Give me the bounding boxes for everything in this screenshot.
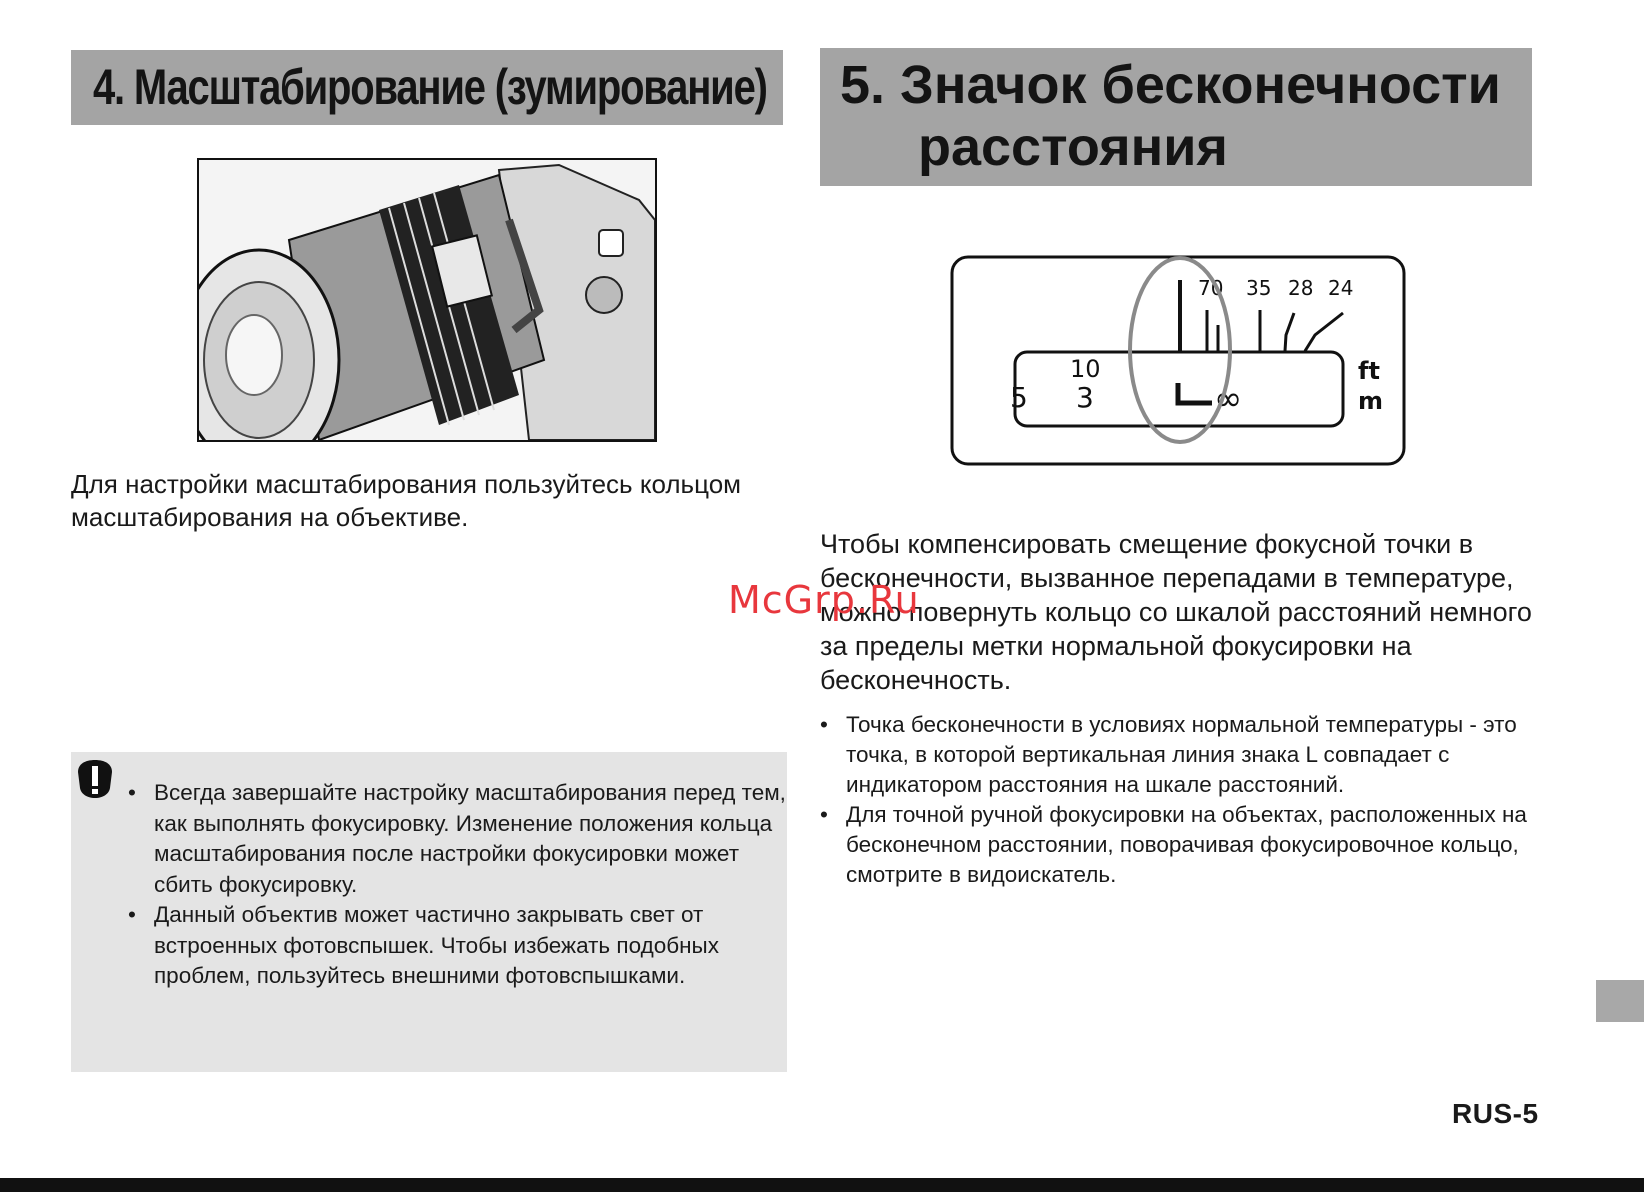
focal-label: 70	[1198, 276, 1224, 300]
zoom-lens-illustration	[197, 158, 657, 442]
zoom-instruction-text: Для настройки масштабирования пользуйтесь кольцом масштабирования на объективе.	[71, 469, 742, 532]
infinity-bullet: • Точка бесконечности в условиях нормальной температуры - это точка, в которой вертикальная линия знака L совпадает с индикатором расстояния на шкале расстояний.	[820, 710, 1550, 800]
watermark: McGrp.Ru	[728, 578, 920, 622]
unit-ft-label: ft	[1358, 357, 1380, 385]
section-5-heading: 5. Значок бесконечности расстояния	[820, 48, 1532, 186]
note-bullet-list	[128, 778, 788, 992]
focal-label: 24	[1328, 276, 1354, 300]
focal-label: 28	[1288, 276, 1314, 300]
note-bullet: • Всегда завершайте настройку масштабирования перед тем, как выполнять фокусировку. Изменение положения кольца масштабирования после настройки фокусировки может сбить фокусировку.	[128, 778, 788, 900]
scale-m-value: 3	[1076, 381, 1094, 414]
bottom-edge	[0, 1178, 1644, 1192]
infinity-scale-diagram	[950, 255, 1406, 466]
infinity-bullet: • Для точной ручной фокусировки на объектах, расположенных на бесконечном расстоянии, поворачивая фокусировочное кольцо, смотрите в видоискатель.	[820, 800, 1550, 890]
page-edge-tab	[1596, 980, 1644, 1022]
infinity-bullet-list	[820, 710, 1550, 890]
unit-m-label: m	[1358, 387, 1384, 415]
page-number: RUS-5	[1452, 1098, 1539, 1129]
scale-ft-value: 10	[1070, 355, 1101, 383]
section-4-heading: 4. Масштабирование (зумирование)	[71, 50, 783, 125]
note-bullet: • Данный объектив может частично закрывать свет от встроенных фотовспышек. Чтобы избежать подобных проблем, пользуйтесь внешними фотовспышками.	[128, 900, 788, 992]
focal-label: 35	[1246, 276, 1272, 300]
scale-partial-value: 5	[1010, 381, 1028, 414]
infinity-symbol: ∞	[1214, 379, 1243, 419]
infinity-compensation-text: Чтобы компенсировать смещение фокусной точки в бесконечности, вызванное перепадами в температуре, можно повернуть кольцо со шкалой расстояний немного за пределы метки нормальной фокусировки на бесконечность.	[820, 529, 1532, 695]
caution-icon	[76, 758, 114, 800]
